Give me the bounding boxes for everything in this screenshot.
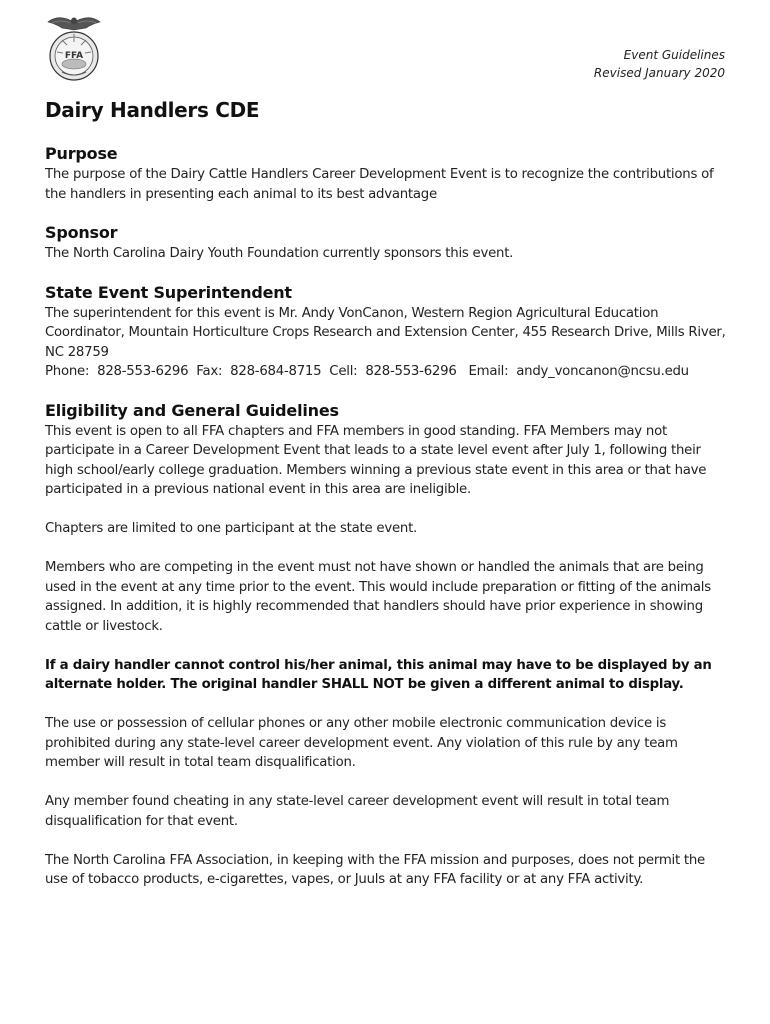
superintendent-text: The superintendent for this event is Mr. Andy VonCanon, Western Region Agricultural Education Coordinator, Mountain Horticulture Crops Research and Extension Center, 455 Research Drive, Mills River, NC 28759 [45, 305, 726, 360]
sponsor-heading: Sponsor [45, 223, 118, 242]
eligibility-paragraph: This event is open to all FFA chapters and FFA members in good standing. FFA Members may not participate in a Career Development Event that leads to a state level event after July 1, following their high school/early college graduation. Members winning a previous state event in this area or that have participated in a previous national event in this area are ineligible. [45, 423, 707, 497]
ffa-emblem-icon [44, 12, 104, 84]
handler-control-rule: If a dairy handler cannot control his/her animal, this animal may have to be displayed by an alternate holder. The original handler SHALL NOT be given a different animal to display. [45, 657, 712, 692]
revision-date: Revised January 2020 [593, 66, 725, 80]
header-meta [594, 46, 725, 82]
purpose-heading: Purpose [45, 144, 118, 163]
eligibility-paragraph: Members who are competing in the event must not have shown or handled the animals that are being used in the event at any time prior to the event. This would include preparation or fitting of the animals assigned. In addition, it is highly recommended that handlers should have prior experience in showing cattle or livestock. [45, 560, 711, 634]
page-title: Dairy Handlers CDE [45, 98, 260, 122]
document-body [45, 98, 730, 909]
eligibility-heading: Eligibility and General Guidelines [45, 400, 339, 420]
eligibility-section [45, 401, 730, 890]
eligibility-paragraph: Any member found cheating in any state-level career development event will result in total team disqualification for that event. [45, 794, 670, 829]
eligibility-paragraph: The North Carolina FFA Association, in keeping with the FFA mission and purposes, does not permit the use of tobacco products, e-cigarettes, vapes, or Juuls at any FFA facility or at any FFA activity. [45, 852, 705, 887]
purpose-text: The purpose of the Dairy Cattle Handlers Career Development Event is to recognize the contributions of the handlers in presenting each animal to its best advantage [45, 167, 714, 202]
doc-type-label: Event Guidelines [623, 48, 725, 62]
svg-text:FFA: FFA [64, 51, 84, 61]
superintendent-heading: State Event Superintendent [45, 282, 292, 302]
superintendent-section [45, 283, 730, 382]
sponsor-section [45, 223, 730, 264]
sponsor-text: The North Carolina Dairy Youth Foundation currently sponsors this event. [45, 246, 514, 261]
superintendent-contact: Phone: 828-553-6296 Fax: 828-684-8715 Cell: 828-553-6296 Email: andy_voncanon@ncsu.edu [45, 364, 689, 379]
eligibility-paragraph: The use or possession of cellular phones or any other mobile electronic communication device is prohibited during any state-level career development event. Any violation of this rule by any team member will result in total team disqualification. [45, 716, 678, 770]
purpose-section [45, 144, 730, 204]
eligibility-paragraph: Chapters are limited to one participant at the state event. [45, 521, 418, 536]
